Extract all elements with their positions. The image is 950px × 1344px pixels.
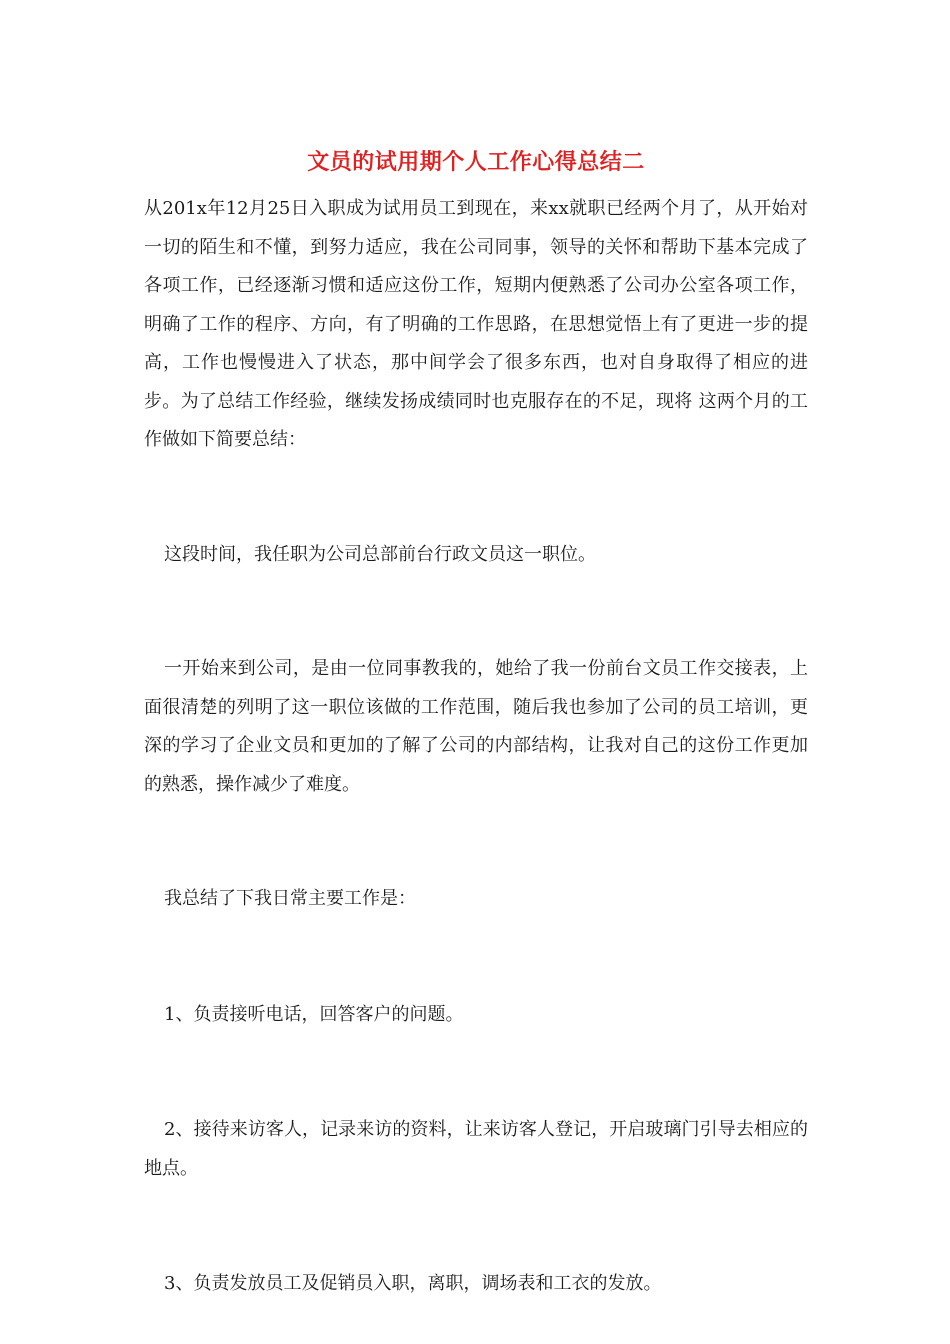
paragraph-position: 这段时间，我任职为公司总部前台行政文员这一职位。 <box>164 543 596 565</box>
paragraph-onboarding: 一开始来到公司，是由一位同事教我的，她给了我一份前台文员工作交接表，上面很清楚的列明了这一职位该做的工作范围，随后我也参加了公司的员工培训，更深的学习了企业文员和更加的了解了公司的内部结构，让我对自己的这份工作更加的熟悉，操作减少了难度。 <box>144 658 808 795</box>
list-item-duty-2: 2、接待来访客人，记录来访的资料，让来访客人登记，开启玻璃门引导去相应的地点。 <box>144 1119 808 1179</box>
paragraph-duties-heading: 我总结了下我日常主要工作是： <box>164 888 416 909</box>
list-item-duty-1: 1、负责接听电话，回答客户的问题。 <box>164 1003 464 1025</box>
list-item-duty-3: 3、负责发放员工及促销员入职，离职，调场表和工衣的发放。 <box>164 1273 662 1294</box>
document-page <box>144 144 808 1304</box>
document-title: 文员的试用期个人工作心得总结二 <box>307 149 645 175</box>
paragraph-intro: 从201x年12月25日入职成为试用员工到现在，来xx就职已经两个月了，从开始对一切的陌生和不懂，到努力适应，我在公司同事，领导的关怀和帮助下基本完成了各项工作，已经逐渐习惯和适应这份工作，短期内便熟悉了公司办公室各项工作，明确了工作的程序、方向，有了明确的工作思路，在思想觉悟上有了更进一步的提高，工作也慢慢进入了状态，那中间学会了很多东西，也对自身取得了相应的进步。为了总结工作经验，继续发扬成绩同时也克服存在的不足，现将 这两个月的工作做如下简要总结： <box>144 198 808 450</box>
